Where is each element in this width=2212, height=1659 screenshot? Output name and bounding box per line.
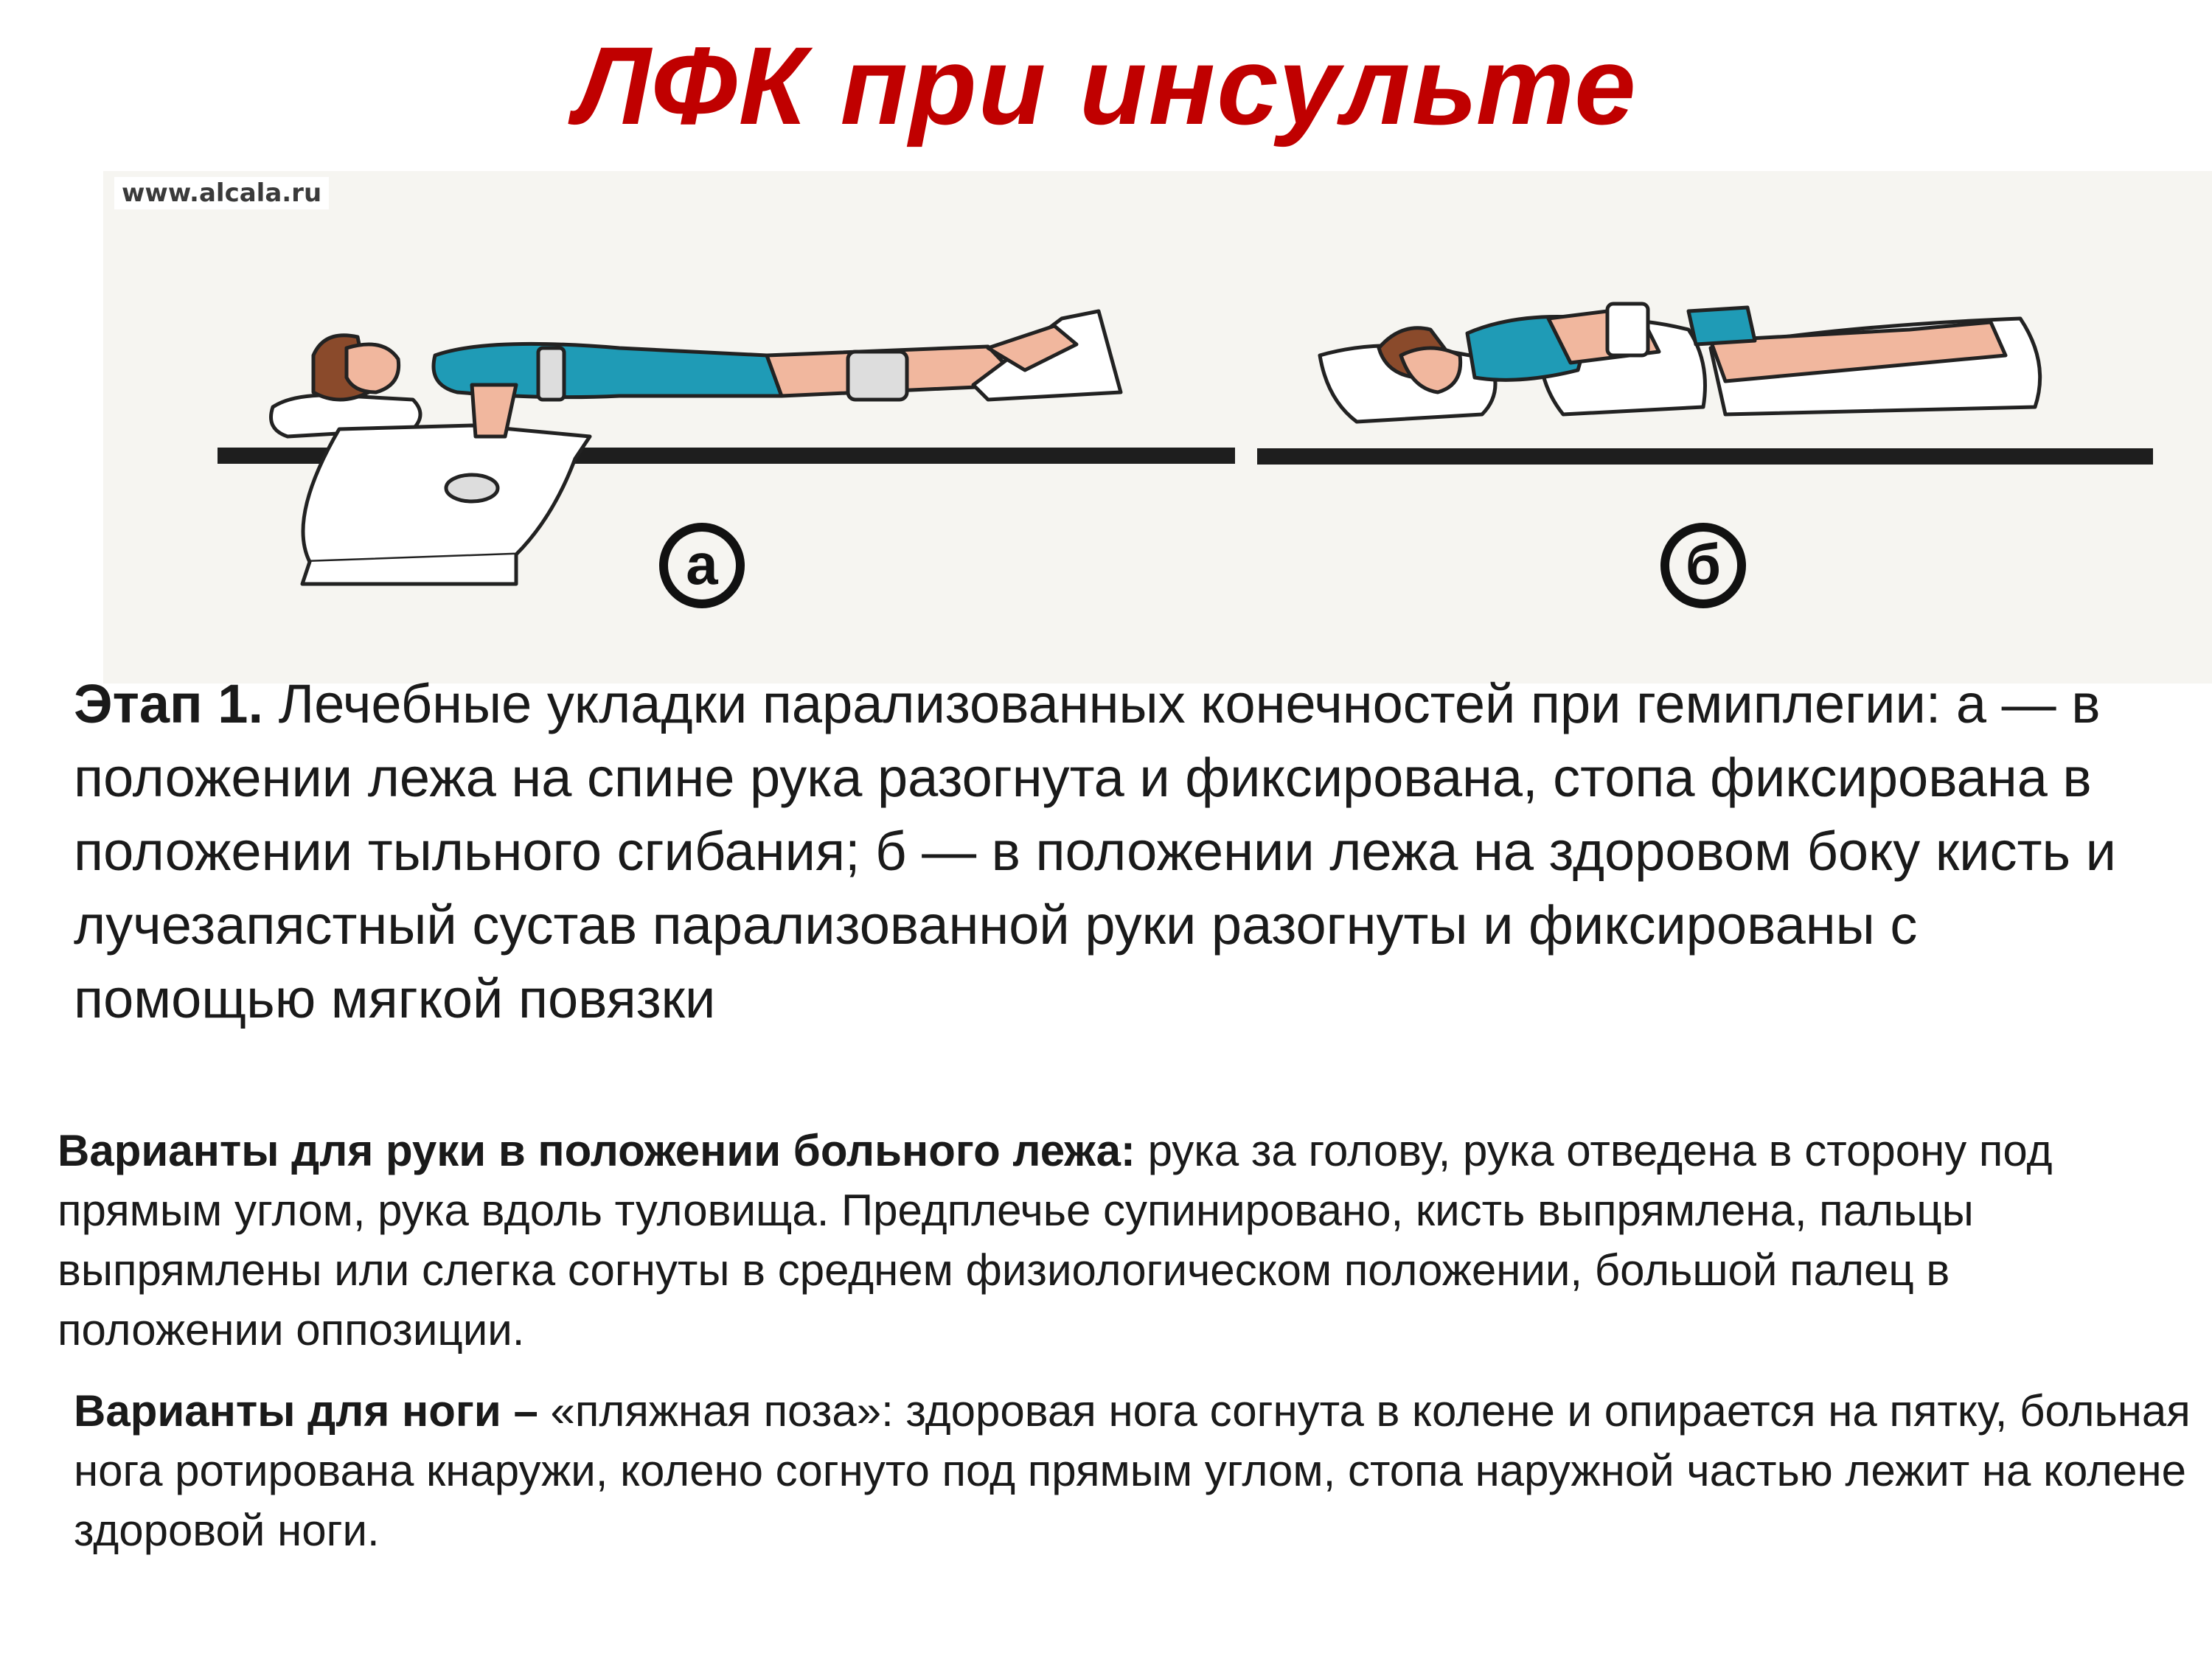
stage-heading: Этап 1.	[74, 673, 264, 734]
bed-line-b	[1257, 448, 2153, 465]
figure-b	[1320, 304, 2040, 422]
leg-variants	[74, 1381, 2197, 1560]
leg-variants-heading: Варианты для ноги –	[74, 1386, 538, 1436]
positioning-illustration	[103, 171, 2212, 684]
label-b: б	[1685, 532, 1722, 597]
stage-description	[74, 667, 2168, 1036]
leg-roller-a	[848, 352, 907, 400]
arm-variants-heading: Варианты для руки в положении больного лежа:	[58, 1126, 1135, 1175]
arm-variants-text: рука за голову, рука отведена в сторону под прямым углом, рука вдоль туловища. Предплечье супинировано, кисть выпрямлена, пальцы выпрямлены или слегка согнуты в среднем физиологическом положении, большой палец в положении оппозиции.	[58, 1126, 2053, 1354]
bottle-a	[538, 348, 564, 400]
face-a	[347, 344, 399, 392]
bandage-b	[1607, 304, 1648, 355]
arm-variants	[58, 1121, 2181, 1360]
page-title: ЛФК при инсульте	[574, 24, 1638, 147]
stage-text: Лечебные укладки парализованных конечностей при гемиплегии: а — в положении лежа на спине рука разогнута и фиксирована, стопа фиксирована в положении тыльного сгибания; б — в положении лежа на здоровом боку кисть и лучезапястный сустав парализованной руки разогнуты и фиксированы с помощью мягкой повязки	[74, 673, 2116, 1029]
watermark: www.alcala.ru	[114, 177, 329, 209]
leg-variants-text: «пляжная поза»: здоровая нога согнута в колене и опирается на пятку, больная нога ротирована кнаружи, колено согнуто под прямым углом, стопа наружной частью лежит на колене здоровой ноги.	[74, 1386, 2191, 1555]
label-a: а	[686, 532, 718, 597]
hand-roll-a	[446, 475, 498, 501]
figure-drawings	[103, 171, 2212, 684]
